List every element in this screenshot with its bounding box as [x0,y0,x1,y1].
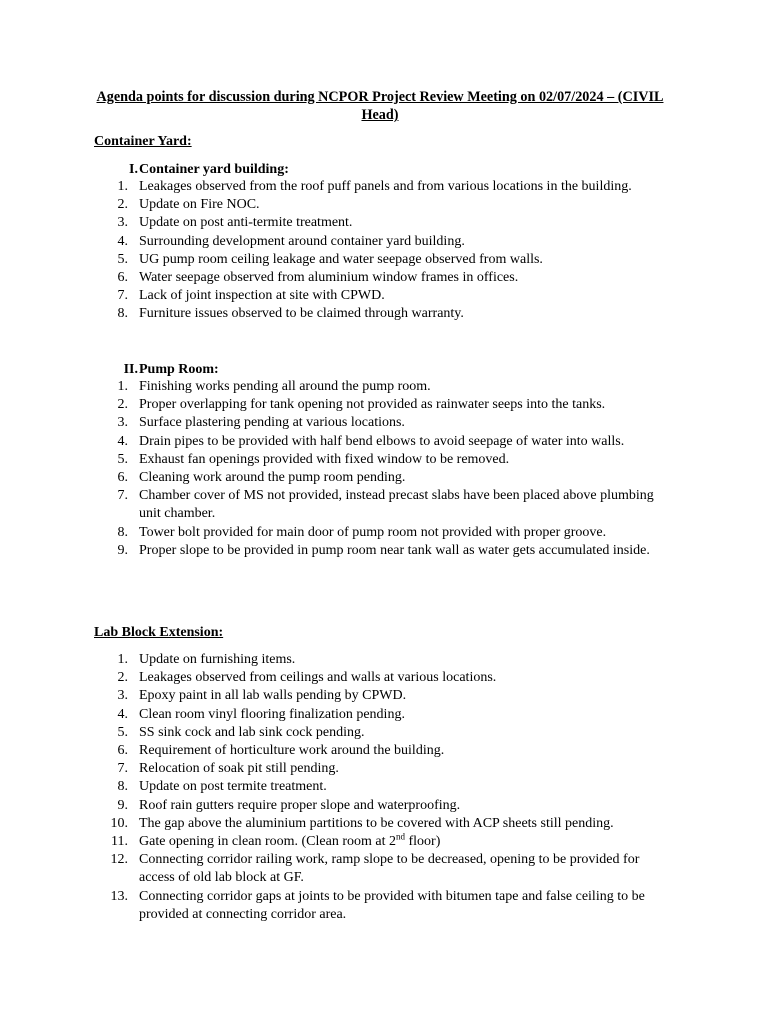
list-item: 2. Leakages observed from ceilings and walls at various locations. [117,670,497,686]
document-title: Agenda points for discussion during NCPOR Project Review Meeting on 02/07/2024 – (CIVIL Head) [96,89,664,123]
list-item: 8. Furniture issues observed to be claimed through warranty. [117,306,464,322]
list-item: 9. Roof rain gutters require proper slope and waterproofing. [117,797,461,813]
superscript: nd [395,831,405,842]
list-item: 1. Finishing works pending all around the pump room. [117,379,431,394]
list-item: 1. Update on furnishing items. [117,652,296,667]
list-item: 4. Surrounding development around container yard building. [117,233,465,249]
list-item: 3. Surface plastering pending at various locations. [117,415,405,431]
lab-block-extension-list [94,651,674,924]
list-item: 5. Exhaust fan openings provided with fixed window to be removed. [117,451,510,467]
container-yard-building-list [94,178,674,324]
list-item: 4. Drain pipes to be provided with half bend elbows to avoid seepage of water into walls. [117,433,625,449]
list-item: 6. Cleaning work around the pump room pending. [117,470,406,486]
list-item: 1. Leakages observed from the roof puff panels and from various locations in the building. [117,179,632,194]
list-item: 3. Update on post anti-termite treatment. [117,215,353,231]
subsection-numeral: I. [129,162,138,177]
list-item: 9. Proper slope to be provided in pump room near tank wall as water gets accumulated inside. [117,542,650,558]
list-item: 7. Relocation of soak pit still pending. [117,761,339,777]
subsection-numeral: II. [123,362,138,377]
list-item: 10. The gap above the aluminium partitions to be covered with ACP sheets still pending. [110,815,614,831]
list-item: 5. UG pump room ceiling leakage and water seepage observed from walls. [117,251,543,267]
list-item: 2. Update on Fire NOC. [117,197,260,213]
list-item: 4. Clean room vinyl flooring finalization pending. [117,706,405,722]
pump-room-list [94,378,674,560]
subsection-pump-room [94,361,654,379]
subsection-title: Container yard building: [139,162,289,177]
list-item: 8. Update on post termite treatment. [117,779,327,795]
list-item: 7. Chamber cover of MS not provided, instead precast slabs have been placed above plumbing unit chamber. [117,488,654,522]
list-item: 6. Requirement of horticulture work around the building. [117,743,445,759]
subsection-container-yard-building [94,161,654,179]
list-item: 3. Epoxy paint in all lab walls pending by CPWD. [117,688,407,704]
list-item: 5. SS sink cock and lab sink cock pending. [117,724,365,740]
list-item: 2. Proper overlapping for tank opening not provided as rainwater seeps into the tanks. [117,397,606,413]
list-item: 8. Tower bolt provided for main door of pump room not provided with proper groove. [117,524,607,540]
list-item: 6. Water seepage observed from aluminium window frames in offices. [117,270,519,286]
subsection-title: Pump Room: [139,362,219,377]
list-item: 13. Connecting corridor gaps at joints to be provided with bitumen tape and false ceiling to be provided at connecting corridor area. [110,888,645,922]
section-heading-lab-block-extension: Lab Block Extension: [94,625,224,640]
section-heading-container-yard: Container Yard: [94,134,192,149]
list-item: 7. Lack of joint inspection at site with CPWD. [117,288,385,304]
list-item: 11. Gate opening in clean room. (Clean room at 2nd floor) [111,831,441,850]
list-item: 12. Connecting corridor railing work, ramp slope to be decreased, opening to be provided for access of old lab block at GF. [110,852,640,886]
